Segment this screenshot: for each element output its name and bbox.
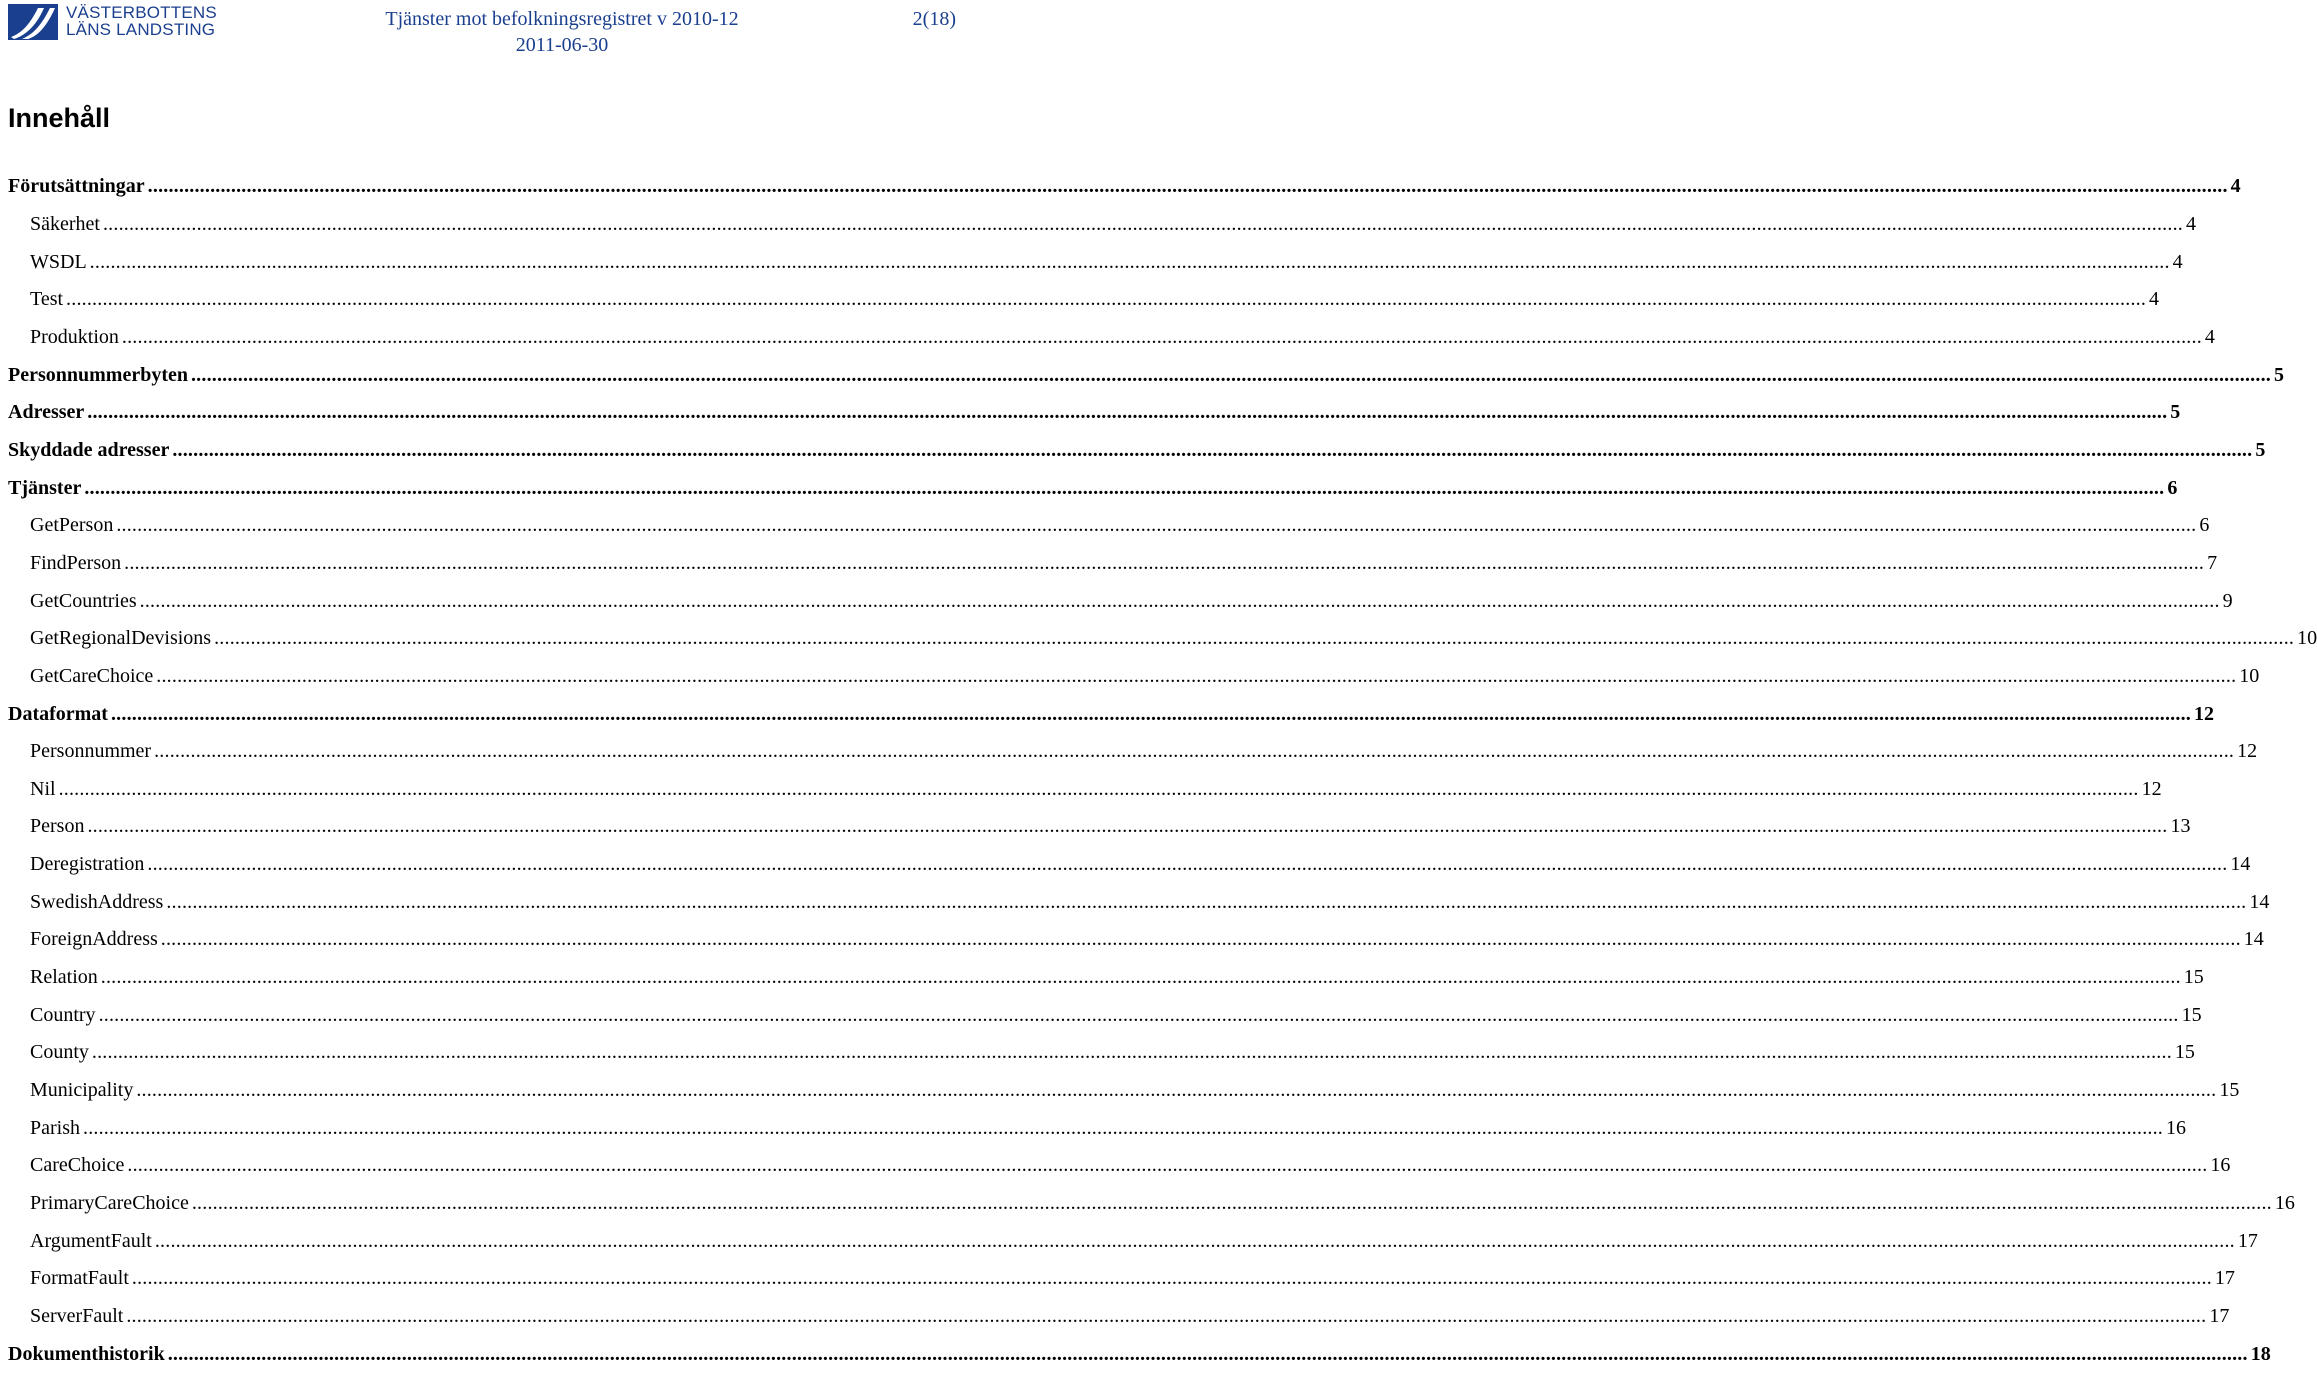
toc-dot-leader: ................................................................................................................................................................................................................................................................................................................................................................................................................: [160, 928, 2241, 951]
toc-dot-leader: ................................................................................................................................................................................................................................................................................................................................................................................................................: [166, 890, 2247, 913]
toc-entry[interactable]: [8, 469, 2178, 507]
toc-entry-label: SwedishAddress: [30, 890, 164, 913]
toc-dot-leader: ................................................................................................................................................................................................................................................................................................................................................................................................................: [190, 363, 2271, 386]
toc-dot-leader: ................................................................................................................................................................................................................................................................................................................................................................................................................: [110, 702, 2191, 725]
toc-dot-leader: ................................................................................................................................................................................................................................................................................................................................................................................................................: [126, 1305, 2207, 1328]
document-title: Tjänster mot befolkningsregistret v 2010-12: [385, 8, 739, 30]
toc-entry-label: GetCareChoice: [30, 664, 154, 687]
toc-entry-page-number: 13: [2170, 815, 2191, 838]
county-emblem-icon: [8, 4, 58, 40]
toc-entry-label: Relation: [30, 966, 98, 989]
toc-dot-leader: ................................................................................................................................................................................................................................................................................................................................................................................................................: [87, 815, 2168, 838]
toc-entry[interactable]: [8, 620, 2317, 658]
toc-entry-page-number: 12: [2237, 740, 2258, 763]
organization-logo: [8, 4, 223, 42]
toc-dot-leader: ................................................................................................................................................................................................................................................................................................................................................................................................................: [84, 476, 2165, 499]
toc-entry-page-number: 15: [2219, 1079, 2240, 1102]
toc-entry[interactable]: [8, 206, 2196, 244]
toc-entry-label: GetPerson: [30, 514, 114, 537]
toc-entry-page-number: 17: [2237, 1229, 2258, 1252]
toc-entry-label: Förutsättningar: [8, 175, 145, 198]
page-indicator: 2(18): [912, 8, 956, 30]
toc-dot-leader: ................................................................................................................................................................................................................................................................................................................................................................................................................: [121, 325, 2202, 348]
toc-entry-label: Municipality: [30, 1079, 134, 1102]
toc-entry-page-number: 4: [2185, 212, 2196, 235]
toc-dot-leader: ................................................................................................................................................................................................................................................................................................................................................................................................................: [91, 1041, 2172, 1064]
toc-entry-label: ServerFault: [30, 1305, 124, 1328]
toc-entry-page-number: 5: [2255, 438, 2266, 461]
logo-line-1: VÄSTERBOTTENS: [66, 3, 217, 22]
toc-entry-page-number: 6: [2167, 476, 2178, 499]
toc-entry[interactable]: [8, 1222, 2258, 1260]
document-header: [366, 6, 758, 58]
toc-entry-page-number: 5: [2170, 401, 2181, 424]
toc-entry-page-number: 15: [2174, 1041, 2195, 1064]
toc-entry-label: County: [30, 1041, 89, 1064]
toc-dot-leader: ................................................................................................................................................................................................................................................................................................................................................................................................................: [156, 664, 2237, 687]
toc-dot-leader: ................................................................................................................................................................................................................................................................................................................................................................................................................: [172, 438, 2253, 461]
toc-entry-page-number: 4: [2204, 325, 2215, 348]
toc-entry-label: Skyddade adresser: [8, 438, 170, 461]
toc-entry-label: Produktion: [30, 325, 119, 348]
document-date: 2011-06-30: [515, 34, 609, 56]
toc-dot-leader: ................................................................................................................................................................................................................................................................................................................................................................................................................: [98, 1003, 2179, 1026]
toc-dot-leader: ................................................................................................................................................................................................................................................................................................................................................................................................................: [100, 966, 2181, 989]
toc-entry-page-number: 16: [2166, 1116, 2186, 1139]
toc-entry[interactable]: [8, 695, 2214, 733]
toc-entry-label: GetRegionalDevisions: [30, 627, 212, 650]
toc-entry-page-number: 17: [2214, 1267, 2235, 1290]
toc-entry-label: PrimaryCareChoice: [30, 1192, 189, 1215]
toc-entry[interactable]: [8, 883, 2270, 921]
toc-entry[interactable]: [8, 1260, 2235, 1298]
toc-dot-leader: ................................................................................................................................................................................................................................................................................................................................................................................................................: [131, 1267, 2212, 1290]
logo-wordmark: [66, 4, 217, 38]
toc-dot-leader: ................................................................................................................................................................................................................................................................................................................................................................................................................: [127, 1154, 2208, 1177]
toc-entry[interactable]: [8, 959, 2204, 997]
toc-dot-leader: ................................................................................................................................................................................................................................................................................................................................................................................................................: [154, 1229, 2235, 1252]
toc-entry-page-number: 14: [2230, 853, 2251, 876]
toc-entry-label: WSDL: [30, 250, 87, 273]
toc-entry[interactable]: [8, 996, 2202, 1034]
toc-entry-page-number: 6: [2199, 514, 2210, 537]
toc-entry-page-number: 18: [2250, 1342, 2271, 1365]
toc-dot-leader: ................................................................................................................................................................................................................................................................................................................................................................................................................: [147, 175, 2228, 198]
toc-entry-page-number: 14: [2243, 928, 2264, 951]
toc-entry[interactable]: [8, 1072, 2240, 1110]
toc-dot-leader: ................................................................................................................................................................................................................................................................................................................................................................................................................: [191, 1192, 2272, 1215]
toc-entry-label: FormatFault: [30, 1267, 129, 1290]
toc-entry[interactable]: [8, 319, 2215, 357]
toc-entry-page-number: 5: [2273, 363, 2284, 386]
toc-entry-label: Deregistration: [30, 853, 145, 876]
toc-entry-page-number: 12: [2141, 777, 2162, 800]
toc-entry-label: Säkerhet: [30, 212, 100, 235]
toc-entry[interactable]: [8, 1185, 2295, 1223]
toc-dot-leader: ................................................................................................................................................................................................................................................................................................................................................................................................................: [214, 627, 2295, 650]
toc-dot-leader: ................................................................................................................................................................................................................................................................................................................................................................................................................: [89, 250, 2170, 273]
toc-entry-page-number: 14: [2249, 890, 2270, 913]
toc-entry-label: Country: [30, 1003, 96, 1026]
toc-entry[interactable]: [8, 1034, 2195, 1072]
toc-entry-page-number: 9: [2222, 589, 2233, 612]
toc-entry[interactable]: [8, 507, 2210, 545]
toc-entry-label: Dokumenthistorik: [8, 1342, 165, 1365]
logo-line-2: LÄNS LANDSTING: [66, 20, 216, 39]
toc-dot-leader: ................................................................................................................................................................................................................................................................................................................................................................................................................: [147, 853, 2228, 876]
toc-entry-label: Person: [30, 815, 85, 838]
toc-entry-page-number: 4: [2172, 250, 2183, 273]
toc-entry-label: Nil: [30, 777, 56, 800]
toc-entry-page-number: 7: [2207, 551, 2218, 574]
toc-dot-leader: ................................................................................................................................................................................................................................................................................................................................................................................................................: [124, 551, 2205, 574]
toc-entry[interactable]: [8, 808, 2191, 846]
toc-entry-page-number: 12: [2193, 702, 2214, 725]
toc-entry-page-number: 16: [2210, 1154, 2231, 1177]
toc-entry-label: Parish: [30, 1116, 80, 1139]
toc-entry-label: Personnummer: [30, 740, 152, 763]
toc-entry-page-number: 15: [2181, 1003, 2202, 1026]
toc-entry-label: FindPerson: [30, 551, 122, 574]
toc-entry-label: ArgumentFault: [30, 1229, 152, 1252]
toc-entry[interactable]: [8, 1109, 2186, 1147]
toc-entry-label: Personnummerbyten: [8, 363, 188, 386]
table-of-contents: [8, 168, 2317, 1373]
toc-entry[interactable]: [8, 545, 2218, 583]
toc-dot-leader: ................................................................................................................................................................................................................................................................................................................................................................................................................: [154, 740, 2235, 763]
toc-entry-label: Tjänster: [8, 476, 82, 499]
toc-dot-leader: ................................................................................................................................................................................................................................................................................................................................................................................................................: [139, 589, 2220, 612]
toc-entry[interactable]: [8, 394, 2181, 432]
toc-dot-leader: ................................................................................................................................................................................................................................................................................................................................................................................................................: [83, 1116, 2163, 1139]
toc-entry-page-number: 15: [2183, 966, 2204, 989]
toc-entry-label: Dataformat: [8, 702, 108, 725]
toc-entry-label: GetCountries: [30, 589, 137, 612]
toc-entry[interactable]: [8, 921, 2264, 959]
toc-entry[interactable]: [8, 432, 2266, 470]
page-title: Innehåll: [8, 103, 111, 133]
toc-dot-leader: ................................................................................................................................................................................................................................................................................................................................................................................................................: [58, 777, 2139, 800]
toc-entry[interactable]: [8, 658, 2260, 696]
toc-entry[interactable]: [8, 1298, 2230, 1336]
toc-entry-page-number: 10: [2239, 664, 2260, 687]
toc-dot-leader: ................................................................................................................................................................................................................................................................................................................................................................................................................: [87, 401, 2168, 424]
toc-entry[interactable]: [8, 1147, 2231, 1185]
toc-entry-label: Adresser: [8, 401, 85, 424]
toc-entry[interactable]: [8, 281, 2160, 319]
toc-entry[interactable]: [8, 1335, 2271, 1373]
toc-dot-leader: ................................................................................................................................................................................................................................................................................................................................................................................................................: [136, 1079, 2217, 1102]
toc-entry[interactable]: [8, 582, 2233, 620]
toc-entry[interactable]: [8, 168, 2241, 206]
toc-dot-leader: ................................................................................................................................................................................................................................................................................................................................................................................................................: [116, 514, 2197, 537]
toc-entry-page-number: 4: [2230, 175, 2241, 198]
toc-dot-leader: ................................................................................................................................................................................................................................................................................................................................................................................................................: [102, 212, 2183, 235]
toc-entry-label: ForeignAddress: [30, 928, 158, 951]
toc-entry[interactable]: [8, 846, 2251, 884]
toc-entry[interactable]: [8, 243, 2183, 281]
toc-entry-page-number: 4: [2149, 288, 2160, 311]
toc-entry[interactable]: [8, 356, 2284, 394]
toc-entry-page-number: 16: [2274, 1192, 2295, 1215]
toc-entry-page-number: 17: [2209, 1305, 2230, 1328]
toc-entry[interactable]: [8, 733, 2258, 771]
toc-entry-label: Test: [30, 288, 64, 311]
toc-entry-label: CareChoice: [30, 1154, 125, 1177]
toc-dot-leader: ................................................................................................................................................................................................................................................................................................................................................................................................................: [167, 1342, 2248, 1365]
toc-dot-leader: ................................................................................................................................................................................................................................................................................................................................................................................................................: [66, 288, 2147, 311]
toc-entry-page-number: 10: [2297, 627, 2317, 650]
toc-entry[interactable]: [8, 771, 2162, 809]
